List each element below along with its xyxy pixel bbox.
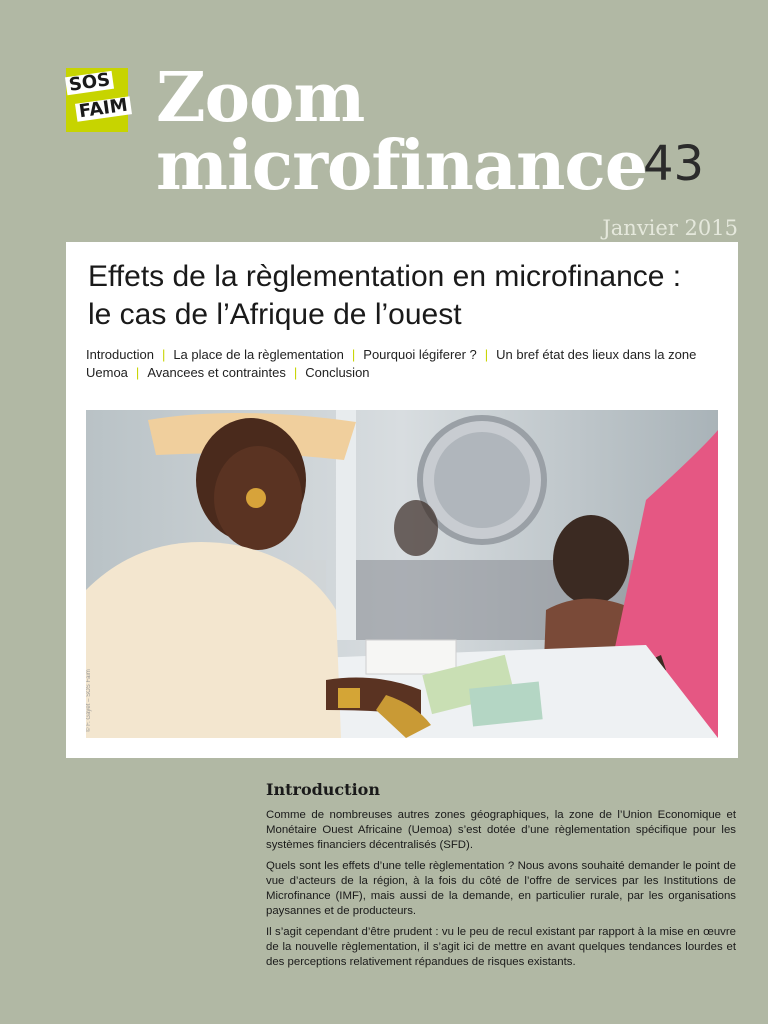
issue-date: Janvier 2015 (602, 216, 738, 240)
article-paragraph-2: Quels sont les effets d’une telle règlementation ? Nous avons souhaité demander le point de vue d’acteurs de la région, à la fois du côté de l’offre de services par les Institutions de Microfinance (IMF), mais aussi de la demande, en particulier rurale, par les organisations paysannes et de producteurs. (266, 860, 736, 917)
toc-separator: | (135, 365, 140, 380)
article-paragraph-3: Il s’agit cependant d’être prudent : vu le peu de recul existant par rapport à la mise en œuvre de la nouvelle règlementation, il s’agit ici de mettre en avant quelques tendances lourdes et des perceptions relativement répandues de risques existants. (266, 926, 736, 968)
masthead-zoom: Zoom (156, 58, 365, 138)
logo-text-faim: FAIM (75, 96, 132, 121)
toc-item-pourquoi: Pourquoi légiferer ? (363, 347, 477, 362)
table-of-contents (86, 346, 720, 382)
main-title-line-1: Effets de la règlementation en microfinance : (88, 260, 682, 293)
sos-faim-logo (66, 68, 128, 132)
cover-photo-illustration (86, 410, 718, 738)
toc-separator: | (351, 347, 356, 362)
toc-separator: | (293, 365, 298, 380)
main-title (88, 258, 728, 334)
toc-item-conclusion: Conclusion (305, 365, 370, 380)
toc-separator: | (484, 347, 489, 362)
cover-panel (66, 242, 738, 758)
article-introduction (266, 780, 736, 976)
toc-separator: | (161, 347, 166, 362)
toc-item-introduction: Introduction (86, 347, 154, 362)
article-heading: Introduction (266, 780, 380, 799)
masthead-microfinance: microfinance (156, 126, 648, 206)
logo-text-sos: SOS (65, 71, 114, 95)
article-paragraph-1: Comme de nombreuses autres zones géographiques, la zone de l’Union Economique et Monétaire Ouest Africaine (Uemoa) s’est dotée d’une règlementation spécifique pour les systèmes financiers décentralisés (SFD). (266, 809, 736, 851)
cover-photo (86, 410, 718, 738)
toc-item-reglementation: La place de la règlementation (173, 347, 344, 362)
issue-number: 43 (643, 136, 705, 192)
photo-credit: © F. Gayet – SOS Faim (86, 669, 92, 732)
main-title-line-2: le cas de l’Afrique de l’ouest (88, 298, 462, 331)
toc-item-etat-des-lieux: Un bref état des lieux dans la zone Uemoa (86, 347, 697, 380)
toc-item-avancees: Avancees et contraintes (147, 365, 286, 380)
